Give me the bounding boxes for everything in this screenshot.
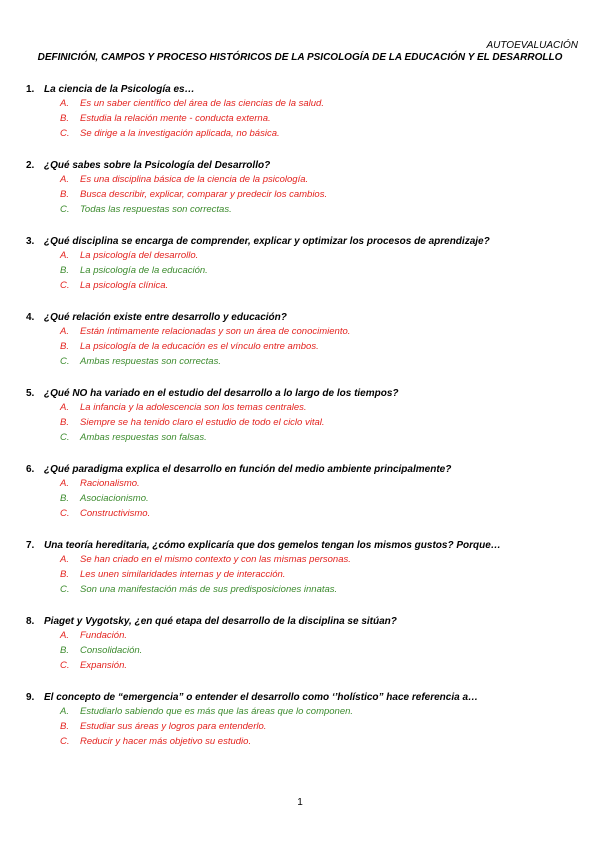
- answer-option-c: [26, 582, 586, 597]
- question-text: [26, 464, 586, 476]
- option-text: Les unen similaridades internas y de interacción.: [80, 569, 286, 581]
- answer-option-c: [26, 354, 586, 369]
- question-label: ¿Qué relación existe entre desarrollo y educación?: [44, 312, 287, 323]
- option-text: Son una manifestación más de sus predisposiciones innatas.: [80, 584, 338, 596]
- question-number: 8.: [26, 616, 35, 627]
- question-text: [26, 84, 586, 96]
- option-text: Busca describir, explicar, comparar y predecir los cambios.: [80, 189, 328, 201]
- option-letter: C.: [60, 660, 70, 672]
- option-text: Fundación.: [80, 630, 128, 641]
- answer-option-a: [26, 476, 586, 491]
- option-letter: A.: [60, 174, 69, 185]
- option-text: Reducir y hacer más objetivo su estudio.: [80, 736, 252, 748]
- question-text: [26, 388, 586, 400]
- option-letter: B.: [60, 265, 69, 277]
- question-number: 3.: [26, 236, 35, 247]
- option-letter: B.: [60, 645, 69, 657]
- question-9: [26, 692, 586, 750]
- question-text: [26, 616, 586, 628]
- answer-option-c: [26, 126, 586, 141]
- answer-option-a: [26, 628, 586, 643]
- question-text: [26, 692, 586, 704]
- option-text: Consolidación.: [80, 645, 143, 657]
- question-4: [26, 312, 586, 370]
- option-text: Estudiar sus áreas y logros para entenderlo.: [80, 721, 267, 733]
- answer-option-c: [26, 734, 586, 749]
- option-text: La psicología de la educación.: [80, 265, 208, 277]
- option-letter: A.: [60, 706, 69, 717]
- answer-option-b: [26, 339, 586, 354]
- option-letter: A.: [60, 326, 69, 337]
- question-2: [26, 160, 586, 218]
- option-text: Están íntimamente relacionadas y son un área de conocimiento.: [80, 326, 351, 337]
- option-text: La psicología del desarrollo.: [80, 250, 199, 261]
- answer-option-c: [26, 506, 586, 521]
- question-number: 2.: [26, 160, 35, 171]
- answer-option-c: [26, 430, 586, 445]
- option-text: Es una disciplina básica de la ciencia de la psicología.: [80, 174, 309, 185]
- option-letter: B.: [60, 569, 69, 581]
- option-text: Se dirige a la investigación aplicada, no básica.: [80, 128, 280, 140]
- answer-option-b: [26, 187, 586, 202]
- option-text: Asociacionismo.: [80, 493, 149, 505]
- page-number: 1: [297, 797, 303, 808]
- option-letter: A.: [60, 554, 69, 565]
- question-label: Una teoría hereditaria, ¿cómo explicaría que dos gemelos tengan los mismos gustos? Porque…: [44, 540, 501, 551]
- option-text: La psicología clínica.: [80, 280, 169, 292]
- option-text: La psicología de la educación es el vínculo entre ambos.: [80, 341, 319, 353]
- question-3: [26, 236, 586, 294]
- answer-option-c: [26, 278, 586, 293]
- answer-option-a: [26, 248, 586, 263]
- question-label: ¿Qué sabes sobre la Psicología del Desarrollo?: [44, 160, 271, 171]
- question-label: El concepto de “emergencia” o entender el desarrollo como ‘’holístico” hace referencia a…: [44, 692, 479, 703]
- answer-option-a: [26, 324, 586, 339]
- question-1: [26, 84, 586, 142]
- answer-option-b: [26, 415, 586, 430]
- answer-option-a: [26, 704, 586, 719]
- question-text: [26, 540, 586, 552]
- question-label: La ciencia de la Psicología es…: [44, 84, 195, 95]
- answer-option-b: [26, 111, 586, 126]
- question-text: [26, 160, 586, 172]
- option-letter: B.: [60, 493, 69, 505]
- answer-option-b: [26, 719, 586, 734]
- option-letter: A.: [60, 630, 69, 641]
- option-text: La infancia y la adolescencia son los temas centrales.: [80, 402, 307, 413]
- option-letter: C.: [60, 584, 70, 596]
- question-label: ¿Qué paradigma explica el desarrollo en función del medio ambiente principalmente?: [44, 464, 452, 475]
- option-letter: C.: [60, 128, 70, 140]
- answer-option-a: [26, 96, 586, 111]
- option-text: Todas las respuestas son correctas.: [80, 204, 232, 216]
- option-letter: C.: [60, 280, 70, 292]
- answer-option-a: [26, 400, 586, 415]
- option-letter: C.: [60, 736, 70, 748]
- option-letter: A.: [60, 250, 69, 261]
- option-letter: A.: [60, 98, 69, 109]
- question-7: [26, 540, 586, 598]
- option-letter: B.: [60, 417, 69, 429]
- question-8: [26, 616, 586, 674]
- option-text: Estudiarlo sabiendo que es más que las áreas que lo componen.: [80, 706, 354, 717]
- question-label: ¿Qué NO ha variado en el estudio del desarrollo a lo largo de los tiempos?: [44, 388, 399, 399]
- option-text: Es un saber científico del área de las ciencias de la salud.: [80, 98, 324, 109]
- option-text: Ambas respuestas son falsas.: [80, 432, 207, 444]
- answer-option-b: [26, 567, 586, 582]
- option-text: Expansión.: [80, 660, 128, 672]
- option-text: Constructivismo.: [80, 508, 151, 520]
- question-number: 6.: [26, 464, 35, 475]
- document-subtitle: DEFINICIÓN, CAMPOS Y PROCESO HISTÓRICOS DE LA PSICOLOGÍA DE LA EDUCACIÓN Y EL DESARROLLO: [37, 52, 563, 63]
- question-number: 7.: [26, 540, 35, 551]
- option-text: Racionalismo.: [80, 478, 140, 489]
- answer-option-b: [26, 263, 586, 278]
- answer-option-a: [26, 552, 586, 567]
- option-letter: B.: [60, 341, 69, 353]
- document-title: AUTOEVALUACIÓN: [486, 40, 578, 51]
- option-letter: C.: [60, 432, 70, 444]
- question-text: [26, 236, 586, 248]
- option-text: Ambas respuestas son correctas.: [80, 356, 221, 368]
- option-letter: C.: [60, 356, 70, 368]
- question-number: 4.: [26, 312, 35, 323]
- question-number: 5.: [26, 388, 35, 399]
- option-letter: B.: [60, 113, 69, 125]
- option-letter: B.: [60, 189, 69, 201]
- option-letter: C.: [60, 508, 70, 520]
- option-text: Se han criado en el mismo contexto y con las mismas personas.: [80, 554, 351, 565]
- answer-option-a: [26, 172, 586, 187]
- answer-option-b: [26, 491, 586, 506]
- question-label: Piaget y Vygotsky, ¿en qué etapa del desarrollo de la disciplina se sitúan?: [44, 616, 397, 627]
- option-text: Siempre se ha tenido claro el estudio de todo el ciclo vital.: [80, 417, 325, 429]
- question-5: [26, 388, 586, 446]
- answer-option-c: [26, 658, 586, 673]
- option-letter: A.: [60, 402, 69, 413]
- option-letter: B.: [60, 721, 69, 733]
- option-letter: A.: [60, 478, 69, 489]
- question-6: [26, 464, 586, 522]
- question-number: 9.: [26, 692, 35, 703]
- option-letter: C.: [60, 204, 70, 216]
- question-label: ¿Qué disciplina se encarga de comprender, explicar y optimizar los procesos de aprendizaje?: [44, 236, 490, 247]
- question-text: [26, 312, 586, 324]
- answer-option-c: [26, 202, 586, 217]
- answer-option-b: [26, 643, 586, 658]
- question-number: 1.: [26, 84, 35, 95]
- option-text: Estudia la relación mente - conducta externa.: [80, 113, 271, 125]
